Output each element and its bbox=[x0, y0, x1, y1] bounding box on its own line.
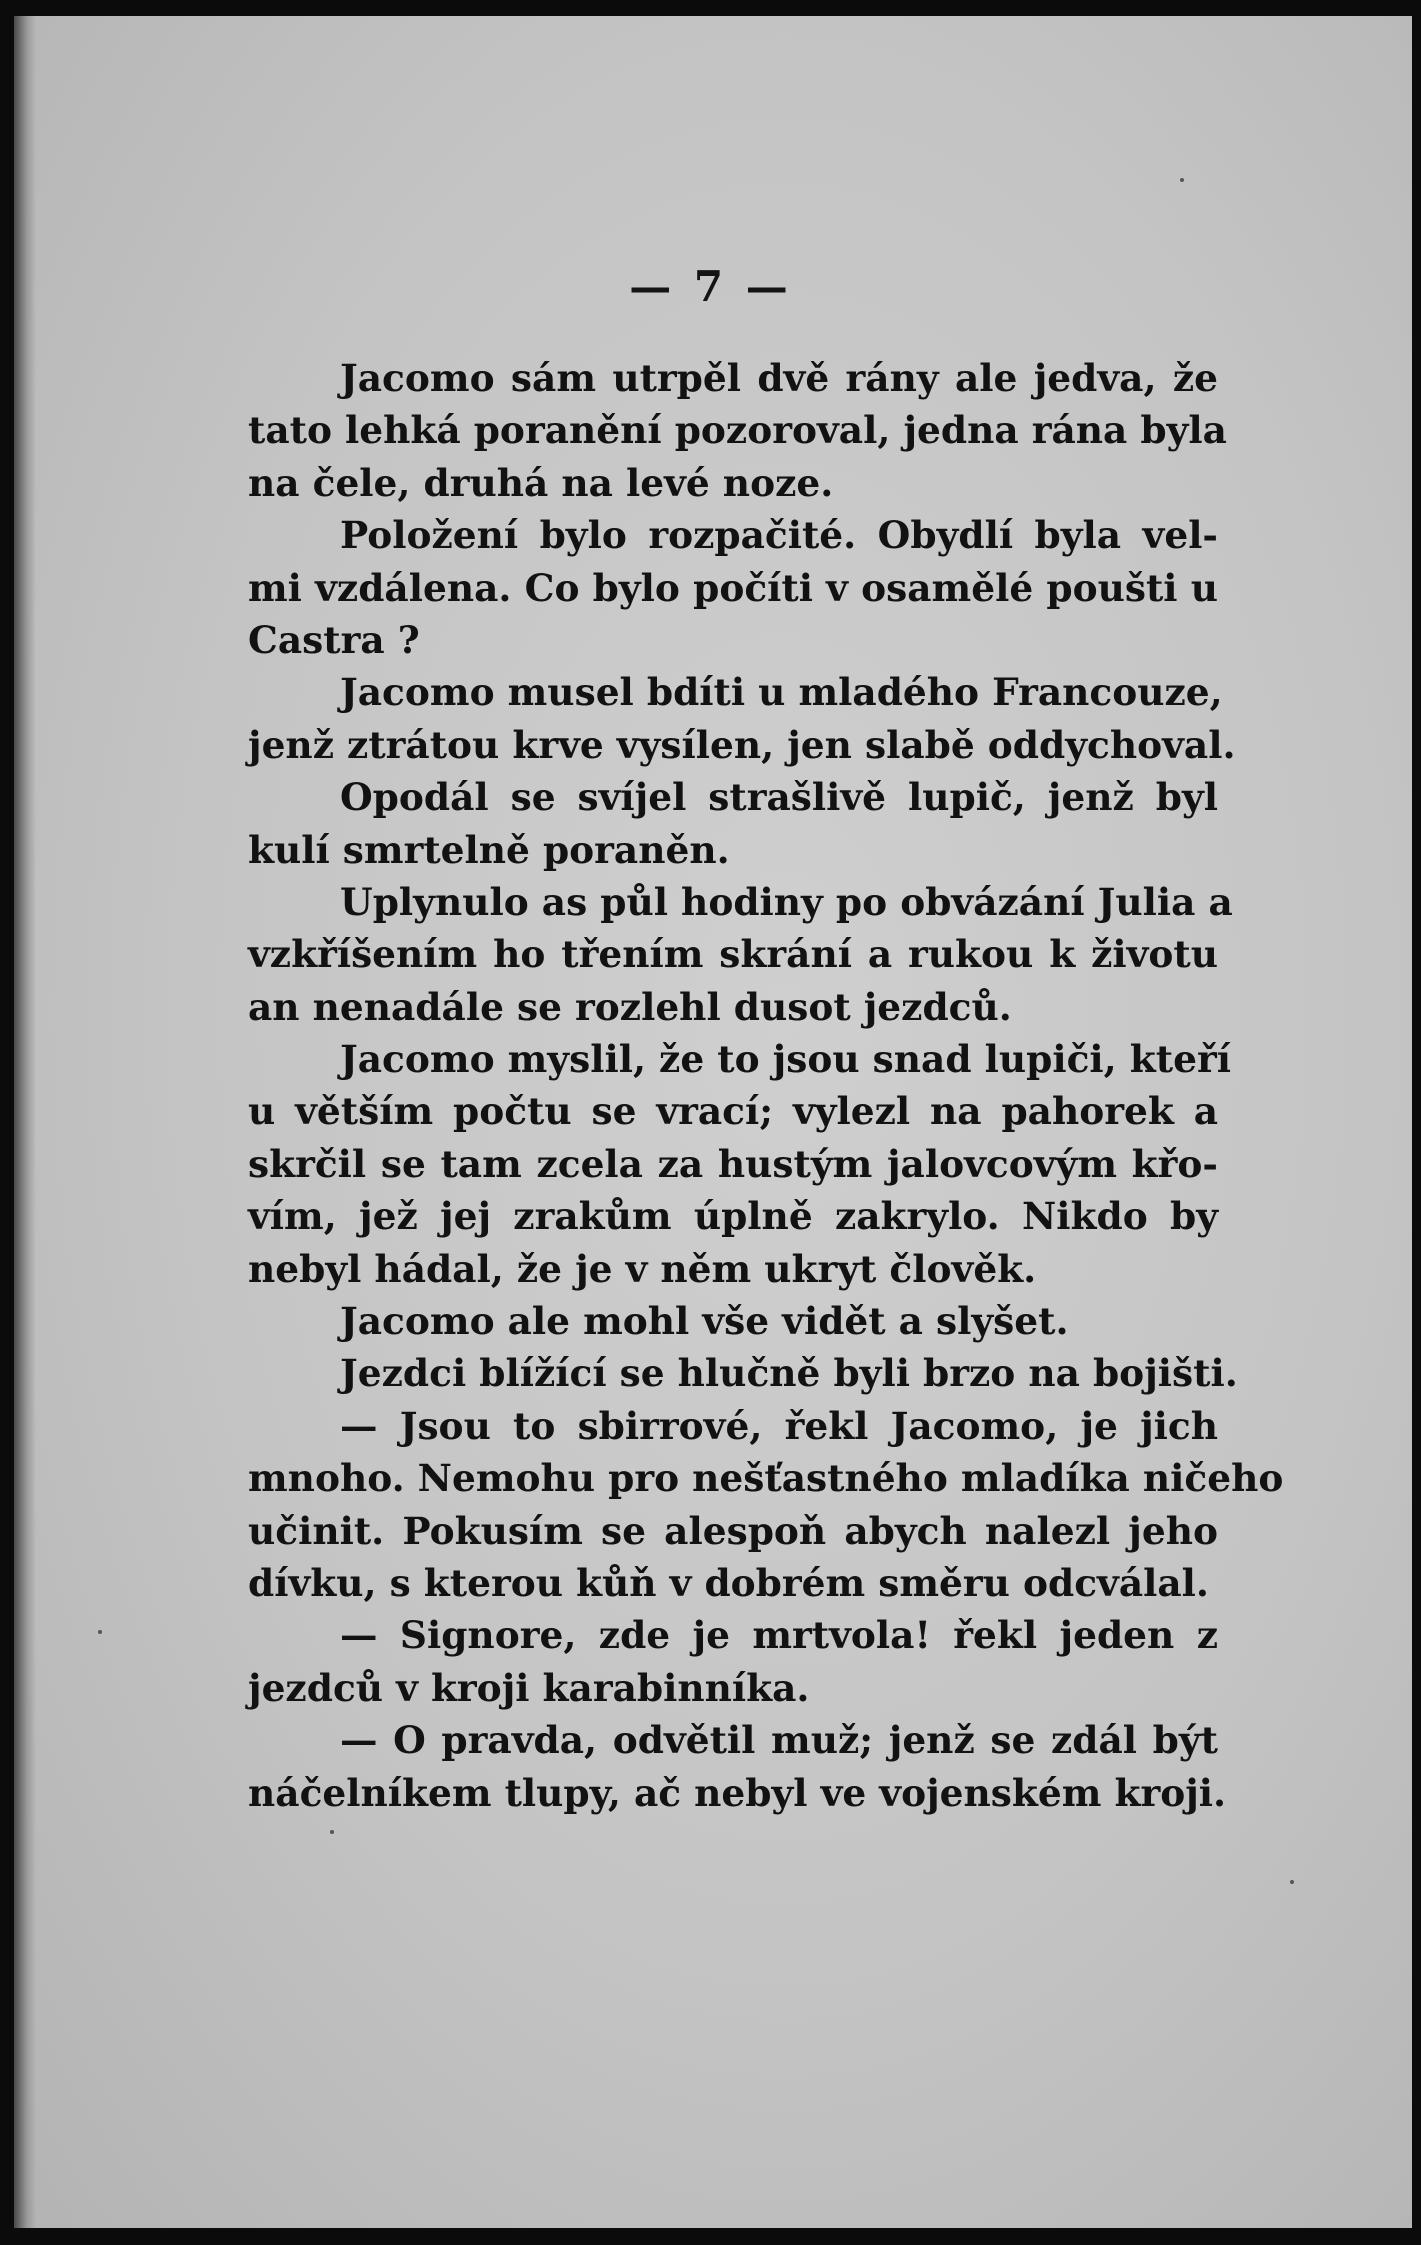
text-line: vím, jež jej zrakům úplně zakrylo. Nikdo by bbox=[248, 1194, 1218, 1239]
body-text bbox=[248, 352, 1284, 1819]
text-line: — O pravda, odvětil muž; jenž se zdál být bbox=[340, 1718, 1218, 1763]
text-line: Opodál se svíjel strašlivě lupič, jenž byl bbox=[340, 775, 1218, 820]
text-line: nebyl hádal, že je v něm ukryt člověk. bbox=[248, 1246, 1037, 1291]
text-line: an nenadále se rozlehl dusot jezdců. bbox=[248, 984, 1012, 1029]
paper-speck bbox=[1180, 178, 1184, 182]
text-line: Jacomo musel bdíti u mladého Francouze, bbox=[340, 670, 1223, 715]
paper-speck bbox=[98, 1630, 102, 1634]
page-number: — 7 — bbox=[629, 262, 792, 311]
paper-speck bbox=[1290, 1880, 1294, 1884]
text-line: u větším počtu se vrací; vylezl na pahorek a bbox=[248, 1089, 1218, 1134]
text-line: jenž ztrátou krve vysílen, jen slabě oddychoval. bbox=[248, 722, 1236, 767]
text-line: kulí smrtelně poraněn. bbox=[248, 827, 730, 872]
text-line: vzkříšením ho třením skrání a rukou k životu bbox=[248, 932, 1218, 977]
text-line: Jacomo ale mohl vše vidět a slyšet. bbox=[340, 1299, 1069, 1344]
text-line: učinit. Pokusím se alespoň abych nalezl jeho bbox=[248, 1508, 1218, 1553]
text-line: Položení bylo rozpačité. Obydlí byla vel- bbox=[340, 513, 1218, 558]
text-line: náčelníkem tlupy, ač nebyl ve vojenském kroji. bbox=[248, 1770, 1227, 1815]
text-line: mi vzdálena. Co bylo počíti v osamělé poušti u bbox=[248, 565, 1218, 610]
text-line: Uplynulo as půl hodiny po obvázání Julia a bbox=[340, 879, 1233, 924]
text-line: dívku, s kterou kůň v dobrém směru odcválal. bbox=[248, 1560, 1209, 1605]
text-line: Jezdci blížící se hlučně byli brzo na bojišti. bbox=[340, 1351, 1238, 1396]
text-line: — Signore, zde je mrtvola! řekl jeden z bbox=[340, 1613, 1218, 1658]
text-line: Jacomo sám utrpěl dvě rány ale jedva, že bbox=[340, 356, 1218, 400]
paper-speck bbox=[330, 1830, 334, 1834]
text-line: tato lehká poranění pozoroval, jedna rána byla bbox=[248, 408, 1227, 453]
text-line: skrčil se tam zcela za hustým jalovcovým křo- bbox=[248, 1141, 1218, 1186]
text-line: na čele, druhá na levé noze. bbox=[248, 460, 834, 505]
text-line: jezdců v kroji karabinníka. bbox=[248, 1665, 810, 1710]
text-line: mnoho. Nemohu pro nešťastného mladíka ničeho bbox=[248, 1456, 1284, 1501]
text-line: Castra ? bbox=[248, 617, 420, 662]
text-line: — Jsou to sbirrové, řekl Jacomo, je jich bbox=[340, 1403, 1218, 1448]
text-line: Jacomo myslil, že to jsou snad lupiči, kteří bbox=[340, 1037, 1231, 1082]
